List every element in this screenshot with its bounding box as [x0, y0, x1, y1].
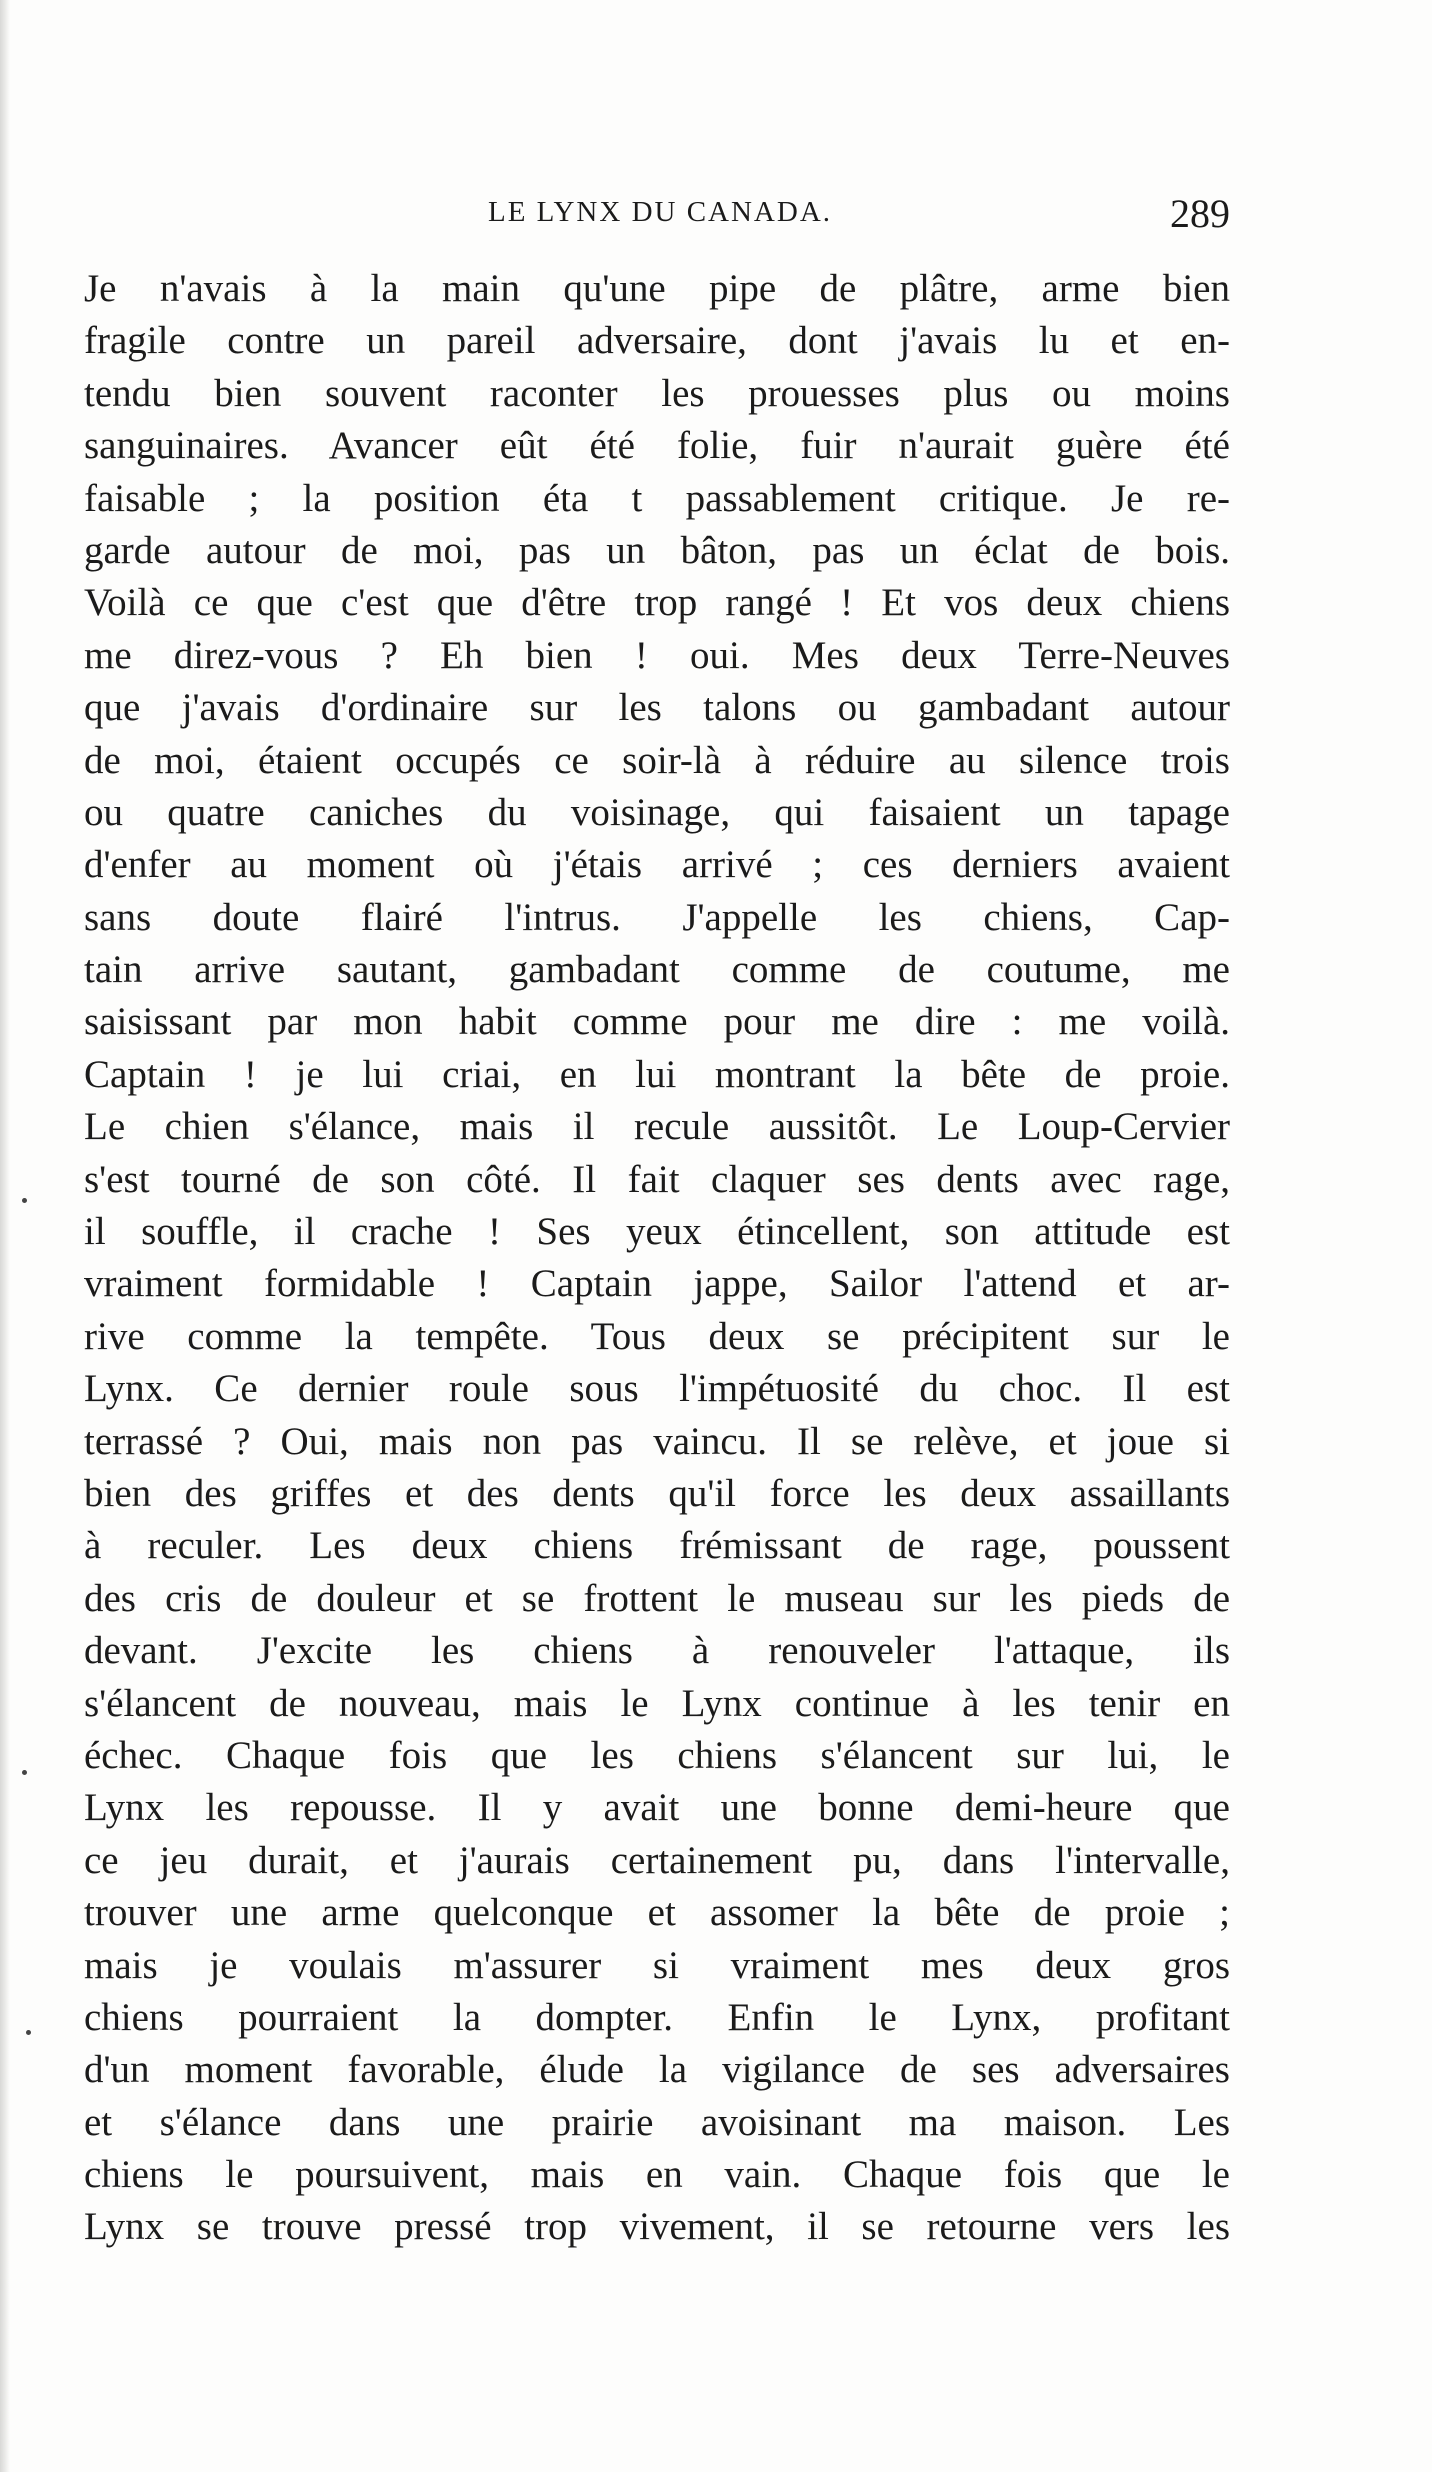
- text-line: s'est tourné de son côté. Il fait claquer ses dents avec rage,: [84, 1157, 1230, 1201]
- text-line: Lynx se trouve pressé trop vivement, il se retourne vers les: [84, 2205, 1230, 2249]
- text-line: il souffle, il crache ! Ses yeux étincellent, son attitude est: [84, 1210, 1230, 1254]
- text-line: sans doute flairé l'intrus. J'appelle les chiens, Cap-: [84, 895, 1230, 939]
- text-line: Lynx les repousse. Il y avait une bonne demi-heure que: [84, 1786, 1230, 1830]
- text-line: fragile contre un pareil adversaire, dont j'avais lu et en-: [84, 319, 1230, 363]
- text-line: Le chien s'élance, mais il recule aussitôt. Le Loup-Cervier: [84, 1105, 1230, 1149]
- text-line: à reculer. Les deux chiens frémissant de rage, poussent: [84, 1524, 1230, 1568]
- text-line: garde autour de moi, pas un bâton, pas un éclat de bois.: [84, 528, 1230, 572]
- page-gutter-edge: [0, 0, 10, 2472]
- text-line: mais je voulais m'assurer si vraiment mes deux gros: [84, 1943, 1230, 1987]
- margin-speck: [22, 1198, 27, 1203]
- text-line: bien des griffes et des dents qu'il force les deux assaillants: [84, 1471, 1230, 1515]
- body-text: [84, 263, 1230, 2254]
- margin-speck: [26, 2030, 31, 2035]
- text-line: que j'avais d'ordinaire sur les talons ou gambadant autour: [84, 686, 1230, 730]
- text-line: chiens le poursuivent, mais en vain. Chaque fois que le: [84, 2153, 1230, 2197]
- text-line: rive comme la tempête. Tous deux se précipitent sur le: [84, 1314, 1230, 1358]
- text-line: ce jeu durait, et j'aurais certainement pu, dans l'intervalle,: [84, 1838, 1230, 1882]
- text-line: sanguinaires. Avancer eût été folie, fuir n'aurait guère été: [84, 424, 1230, 468]
- text-line: tain arrive sautant, gambadant comme de coutume, me: [84, 948, 1230, 992]
- text-line: me direz-vous ? Eh bien ! oui. Mes deux Terre-Neuves: [84, 633, 1230, 677]
- margin-speck: [22, 1770, 27, 1775]
- text-line: des cris de douleur et se frottent le museau sur les pieds de: [84, 1576, 1230, 1620]
- text-line: Voilà ce que c'est que d'être trop rangé ! Et vos deux chiens: [84, 581, 1230, 625]
- text-line: s'élancent de nouveau, mais le Lynx continue à les tenir en: [84, 1681, 1230, 1725]
- text-line: devant. J'excite les chiens à renouveler l'attaque, ils: [84, 1629, 1230, 1673]
- text-line: faisable ; la position éta t passablement critique. Je re-: [84, 476, 1230, 520]
- running-header: [0, 190, 1432, 240]
- text-line: d'un moment favorable, élude la vigilance de ses adversaires: [84, 2048, 1230, 2092]
- text-line: Je n'avais à la main qu'une pipe de plâtre, arme bien: [84, 267, 1230, 310]
- text-line: d'enfer au moment où j'étais arrivé ; ces derniers avaient: [84, 843, 1230, 887]
- running-title: LE LYNX DU CANADA.: [488, 196, 833, 228]
- text-line: de moi, étaient occupés ce soir-là à réduire au silence trois: [84, 738, 1230, 782]
- text-line: Lynx. Ce dernier roule sous l'impétuosité du choc. Il est: [84, 1367, 1230, 1411]
- text-line: tendu bien souvent raconter les prouesses plus ou moins: [84, 371, 1230, 415]
- text-line: et s'élance dans une prairie avoisinant ma maison. Les: [84, 2100, 1230, 2144]
- text-line: chiens pourraient la dompter. Enfin le Lynx, profitant: [84, 1995, 1230, 2039]
- text-line: vraiment formidable ! Captain jappe, Sailor l'attend et ar-: [84, 1262, 1230, 1306]
- text-line: trouver une arme quelconque et assomer la bête de proie ;: [84, 1891, 1230, 1935]
- page-number: 289: [1170, 191, 1230, 236]
- text-line: Captain ! je lui criai, en lui montrant la bête de proie.: [84, 1052, 1230, 1096]
- text-line: ou quatre caniches du voisinage, qui faisaient un tapage: [84, 790, 1230, 834]
- text-line: terrassé ? Oui, mais non pas vaincu. Il se relève, et joue si: [84, 1419, 1230, 1463]
- text-line: échec. Chaque fois que les chiens s'élancent sur lui, le: [84, 1733, 1230, 1777]
- text-line: saisissant par mon habit comme pour me dire : me voilà.: [84, 1000, 1230, 1044]
